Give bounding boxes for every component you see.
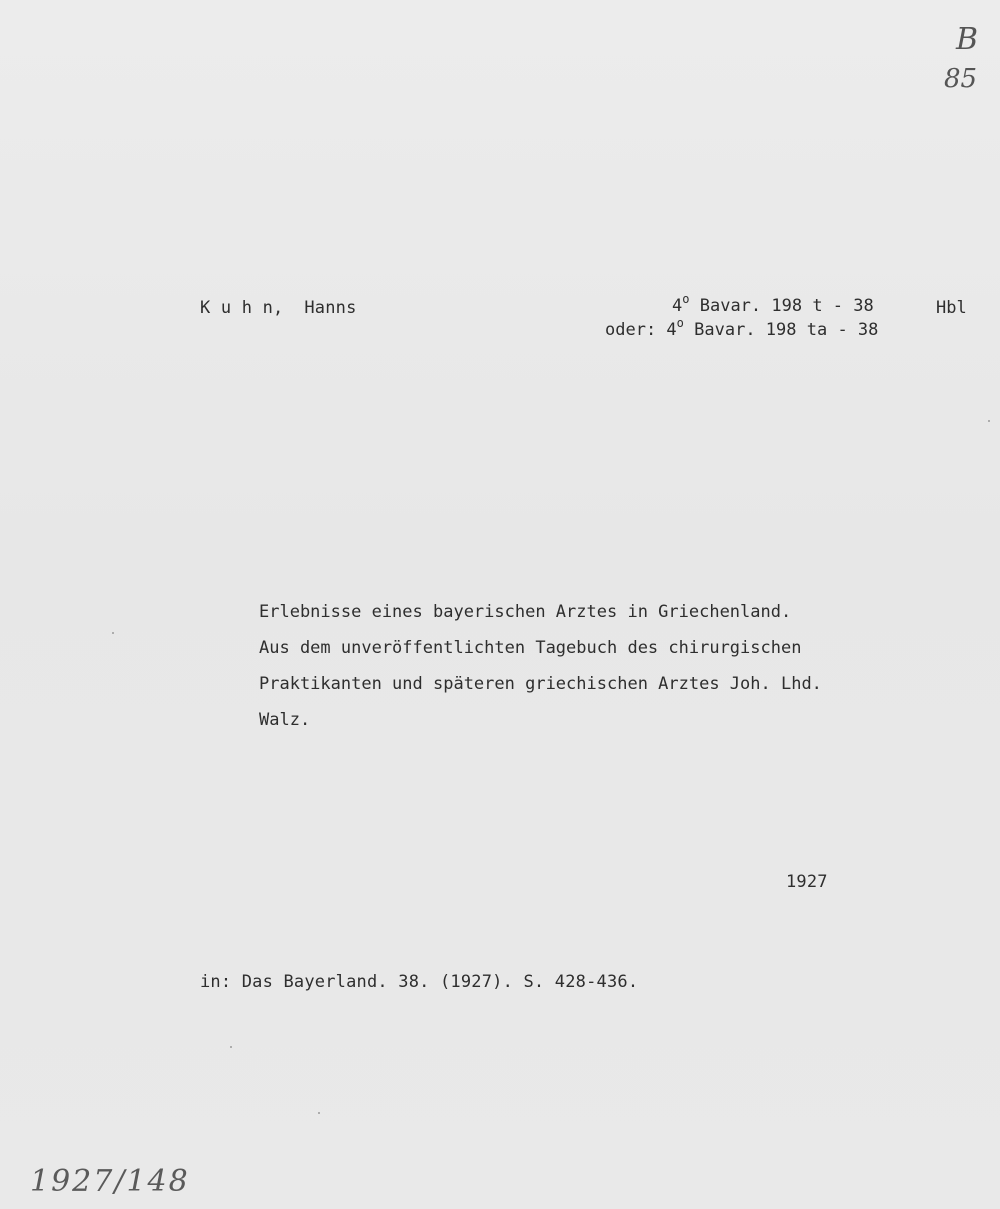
source-citation: in: Das Bayerland. 38. (1927). S. 428-436. [200,972,639,992]
paper-speck [112,632,114,634]
paper-speck [230,1046,232,1048]
shelfmark-primary-format: 4 [672,296,683,316]
shelfmark-alternative-callnumber: Bavar. 198 ta - 38 [694,320,879,340]
title-line: Praktikanten und späteren griechischen Arztes Joh. Lhd. [259,674,822,694]
handwritten-corner-letter: B [956,22,979,57]
paper-speck [988,420,990,422]
title-line: Walz. [259,710,311,730]
shelfmark-alternative-format: 4 [666,320,677,340]
title-line: Aus dem unveröffentlichten Tagebuch des chirurgischen [259,638,802,658]
shelfmark-alternative-degree: o [676,316,684,330]
shelfmark-primary-degree: o [682,292,690,306]
title-line: Erlebnisse eines bayerischen Arztes in Griechenland. [259,602,792,622]
location-code: Hbl [936,298,967,318]
publication-year: 1927 [786,872,828,892]
handwritten-accession-number: 1927/148 [30,1164,190,1199]
shelfmark-primary [672,292,874,316]
handwritten-corner-number: 85 [944,64,978,94]
title-block [259,594,822,738]
author-name: K u h n, Hanns [200,298,357,318]
paper-speck [318,1112,320,1114]
shelfmark-alternative-prefix: oder: [605,320,667,340]
shelfmark-alternative [605,316,879,340]
shelfmark-primary-callnumber: Bavar. 198 t - 38 [699,296,874,316]
